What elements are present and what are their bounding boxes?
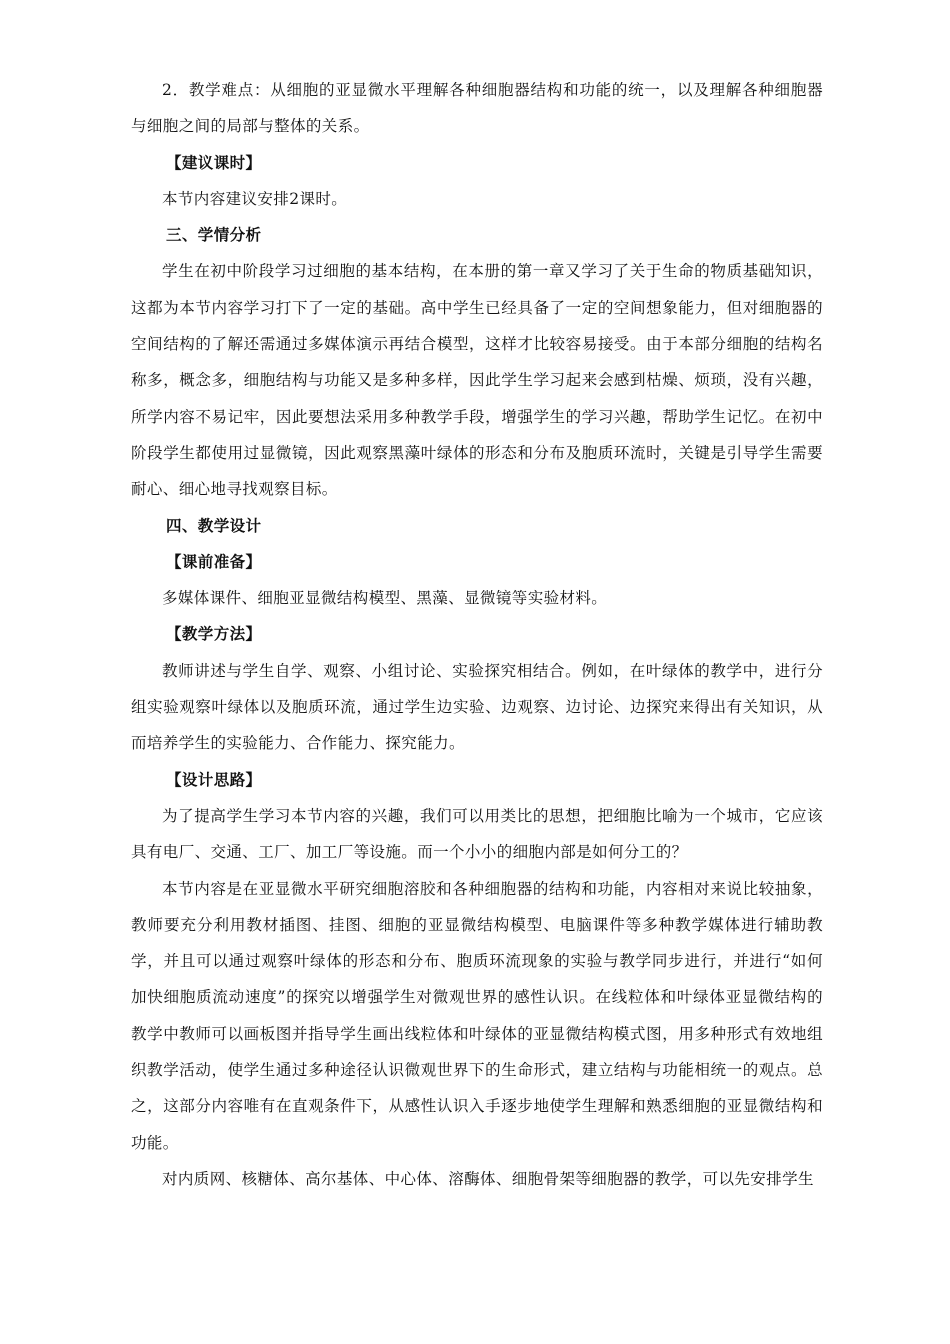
paragraph-class-hours: 本节内容建议安排2课时。	[162, 189, 348, 208]
document-body	[131, 72, 823, 1197]
paragraph-design-idea-2: 本节内容是在亚显微水平研究细胞溶胶和各种细胞器的结构和功能，内容相对来说比较抽象，教师要充分利用教材插图、挂图、细胞的亚显微结构模型、电脑课件等多种教学媒体进行辅助教学，并且可以通过观察叶绿体的形态和分布、胞质环流现象的实验与教学同步进行，并进行“如何加快细胞质流动速度”的探究以增强学生对微观世界的感性认识。在线粒体和叶绿体亚显微结构的教学中教师可以画板图并指导学生画出线粒体和叶绿体的亚显微结构模式图，用多种形式有效地组织教学活动，使学生通过多种途径认识微观世界下的生命形式，建立结构与功能相统一的观点。总之，这部分内容唯有在直观条件下，从感性认识入手逐步地使学生理解和熟悉细胞的亚显微结构和功能。	[131, 879, 823, 1152]
paragraph-teaching-difficulty: 2．教学难点：从细胞的亚显微水平理解各种细胞器结构和功能的统一，以及理解各种细胞器与细胞之间的局部与整体的关系。	[131, 81, 823, 136]
heading-design-idea: 【设计思路】	[166, 769, 262, 789]
heading-teaching-design: 四、教学设计	[166, 515, 262, 535]
paragraph-design-idea-1: 为了提高学生学习本节内容的兴趣，我们可以用类比的思想，把细胞比喻为一个城市，它应该具有电厂、交通、工厂、加工厂等设施。而一个小小的细胞内部是如何分工的？	[131, 806, 823, 862]
heading-student-analysis: 三、学情分析	[166, 225, 262, 245]
paragraph-teaching-methods: 教师讲述与学生自学、观察、小组讨论、实验探究相结合。例如，在叶绿体的教学中，进行分组实验观察叶绿体以及胞质环流，通过学生边实验、边观察、边讨论、边探究来得出有关知识，从而培养学生的实验能力、合作能力、探究能力。	[131, 661, 823, 753]
heading-class-hours: 【建议课时】	[166, 152, 262, 172]
heading-preparation: 【课前准备】	[166, 551, 262, 571]
paragraph-design-idea-3: 对内质网、核糖体、高尔基体、中心体、溶酶体、细胞骨架等细胞器的教学，可以先安排学生	[162, 1169, 814, 1188]
heading-teaching-methods: 【教学方法】	[166, 624, 262, 644]
paragraph-student-analysis: 学生在初中阶段学习过细胞的基本结构，在本册的第一章又学习了关于生命的物质基础知识，这都为本节内容学习打下了一定的基础。高中学生已经具备了一定的空间想象能力，但对细胞器的空间结构的了解还需通过多媒体演示再结合模型，这样才比较容易接受。由于本部分细胞的结构名称多，概念多，细胞结构与功能又是多种多样，因此学生学习起来会感到枯燥、烦琐，没有兴趣，所学内容不易记牢，因此要想法采用多种教学手段，增强学生的学习兴趣，帮助学生记忆。在初中阶段学生都使用过显微镜，因此观察黑藻叶绿体的形态和分布及胞质环流时，关键是引导学生需要耐心、细心地寻找观察目标。	[131, 262, 823, 499]
paragraph-preparation: 多媒体课件、细胞亚显微结构模型、黑藻、显微镜等实验材料。	[162, 589, 608, 608]
